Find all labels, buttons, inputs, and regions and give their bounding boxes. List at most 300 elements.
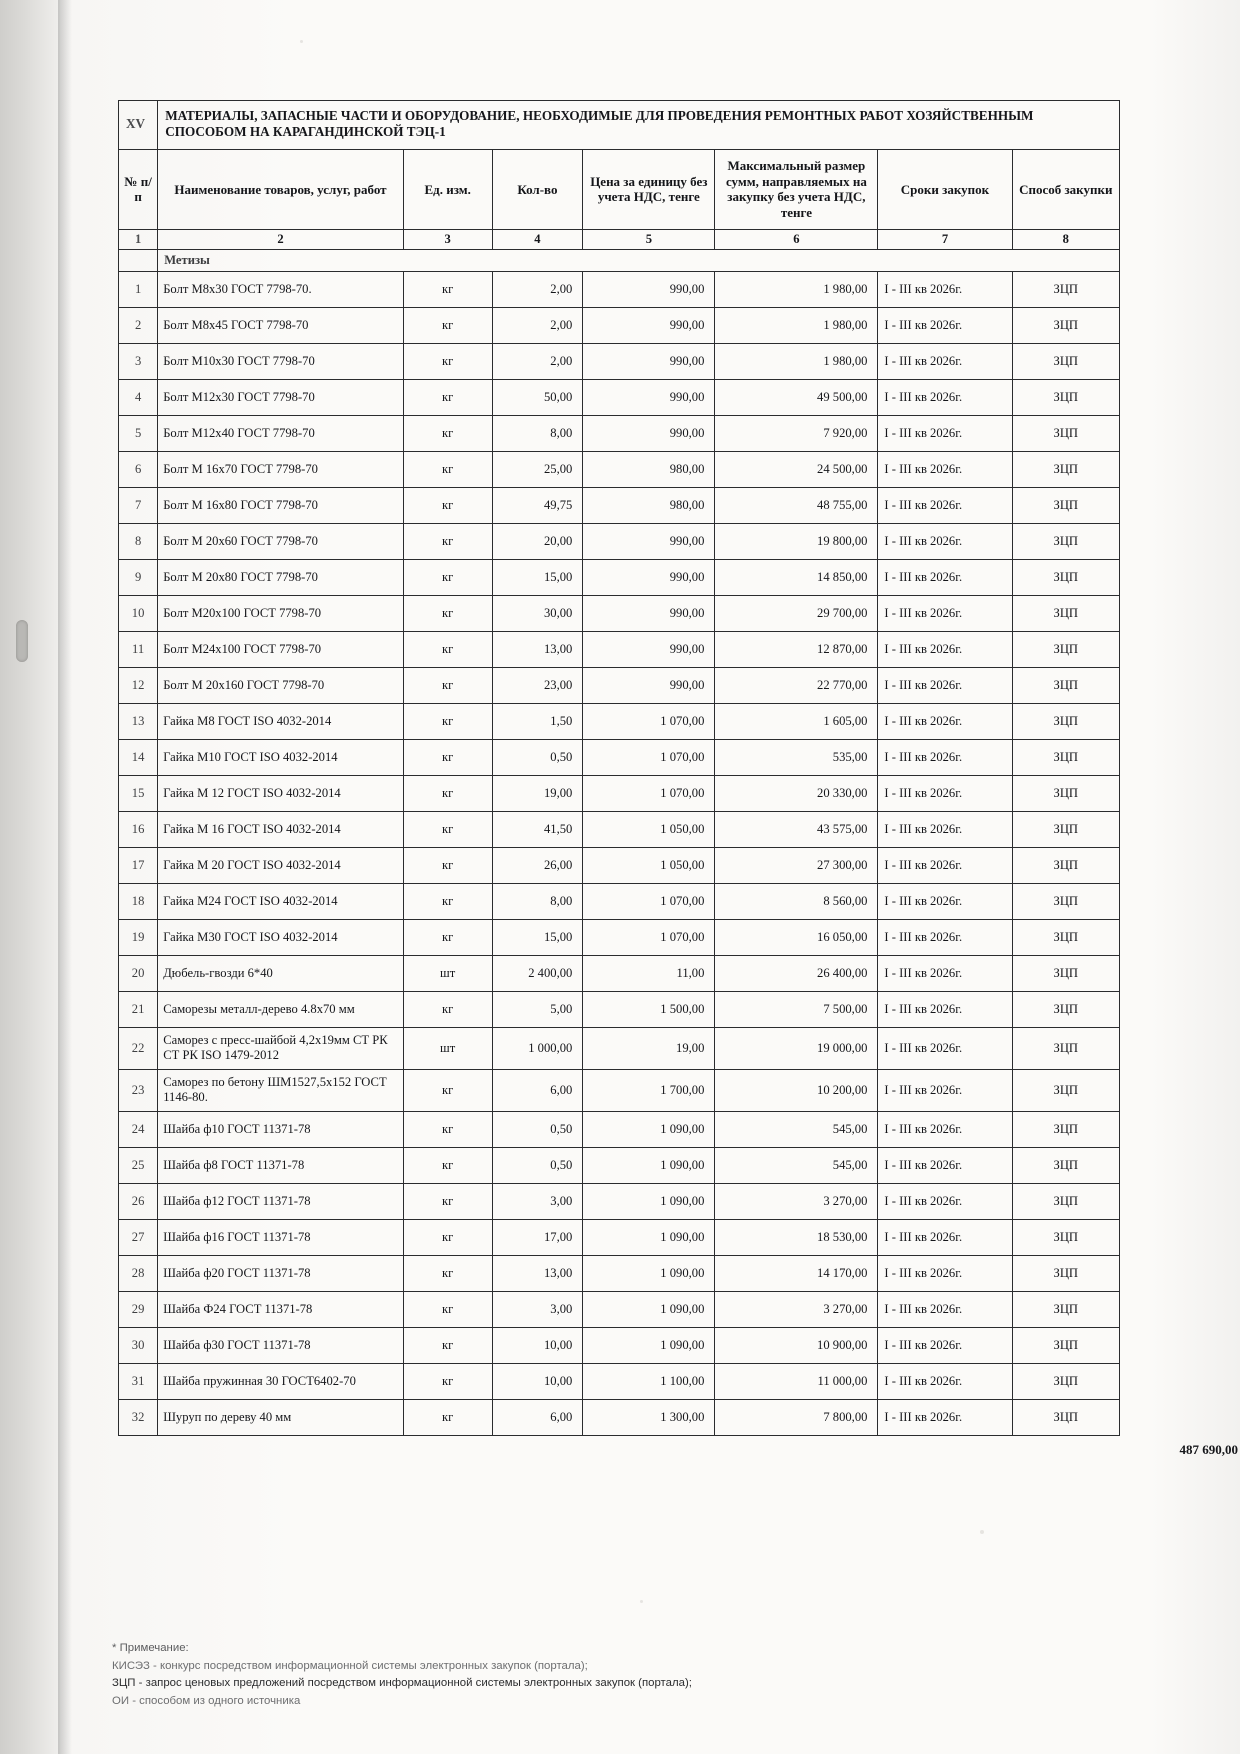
row-unit: кг	[403, 1111, 492, 1147]
row-unit: кг	[403, 559, 492, 595]
header-unit: Ед. изм.	[403, 150, 492, 229]
row-price: 1 090,00	[583, 1111, 715, 1147]
row-method: ЗЦП	[1012, 667, 1119, 703]
procurement-table-wrapper	[118, 100, 1238, 1457]
row-price: 980,00	[583, 487, 715, 523]
table-row	[119, 1327, 1120, 1363]
row-price: 1 500,00	[583, 991, 715, 1027]
row-qty: 20,00	[492, 523, 583, 559]
row-no: 8	[119, 523, 158, 559]
row-term: I - III кв 2026г.	[878, 559, 1012, 595]
row-price: 990,00	[583, 631, 715, 667]
row-qty: 23,00	[492, 667, 583, 703]
table-title-row	[119, 101, 1120, 150]
header-qty: Кол-во	[492, 150, 583, 229]
row-name: Болт М 20х160 ГОСТ 7798-70	[158, 667, 404, 703]
row-price: 1 090,00	[583, 1255, 715, 1291]
punch-hole	[16, 620, 28, 662]
row-sum: 545,00	[715, 1147, 878, 1183]
row-qty: 15,00	[492, 919, 583, 955]
row-method: ЗЦП	[1012, 1111, 1119, 1147]
section-label: Метизы	[158, 249, 1120, 271]
table-row	[119, 883, 1120, 919]
row-unit: кг	[403, 883, 492, 919]
row-price: 1 300,00	[583, 1399, 715, 1435]
row-name: Шуруп по дереву 40 мм	[158, 1399, 404, 1435]
row-name: Саморез с пресс-шайбой 4,2х19мм СТ РК СТ РК ISO 1479-2012	[158, 1027, 404, 1069]
row-sum: 10 900,00	[715, 1327, 878, 1363]
page-left-edge	[0, 0, 60, 1754]
row-name: Шайба ф12 ГОСТ 11371-78	[158, 1183, 404, 1219]
row-price: 1 070,00	[583, 703, 715, 739]
row-price: 1 090,00	[583, 1219, 715, 1255]
table-row	[119, 415, 1120, 451]
row-qty: 26,00	[492, 847, 583, 883]
row-method: ЗЦП	[1012, 1399, 1119, 1435]
row-unit: кг	[403, 595, 492, 631]
row-term: I - III кв 2026г.	[878, 523, 1012, 559]
row-name: Дюбель-гвозди 6*40	[158, 955, 404, 991]
footnote-line-3: ОИ - способом из одного источника	[112, 1695, 301, 1708]
row-no: 19	[119, 919, 158, 955]
footnote-heading: * Примечание:	[112, 1642, 189, 1654]
procurement-table	[118, 100, 1120, 1436]
colnum-3: 3	[403, 229, 492, 249]
row-sum: 12 870,00	[715, 631, 878, 667]
row-name: Болт М 20х80 ГОСТ 7798-70	[158, 559, 404, 595]
row-term: I - III кв 2026г.	[878, 883, 1012, 919]
row-price: 1 090,00	[583, 1147, 715, 1183]
row-price: 990,00	[583, 523, 715, 559]
row-sum: 545,00	[715, 1111, 878, 1147]
row-no: 22	[119, 1027, 158, 1069]
row-sum: 18 530,00	[715, 1219, 878, 1255]
row-term: I - III кв 2026г.	[878, 1363, 1012, 1399]
colnum-2: 2	[158, 229, 404, 249]
row-term: I - III кв 2026г.	[878, 379, 1012, 415]
row-qty: 10,00	[492, 1363, 583, 1399]
row-price: 1 070,00	[583, 739, 715, 775]
row-name: Шайба ф10 ГОСТ 11371-78	[158, 1111, 404, 1147]
colnum-8: 8	[1012, 229, 1119, 249]
row-term: I - III кв 2026г.	[878, 1069, 1012, 1111]
row-name: Болт М 16х80 ГОСТ 7798-70	[158, 487, 404, 523]
row-price: 1 090,00	[583, 1327, 715, 1363]
row-unit: кг	[403, 1147, 492, 1183]
row-name: Шайба ф16 ГОСТ 11371-78	[158, 1219, 404, 1255]
row-name: Болт М12х30 ГОСТ 7798-70	[158, 379, 404, 415]
row-term: I - III кв 2026г.	[878, 1399, 1012, 1435]
table-row	[119, 1183, 1120, 1219]
row-unit: кг	[403, 1399, 492, 1435]
row-price: 1 070,00	[583, 919, 715, 955]
row-term: I - III кв 2026г.	[878, 1111, 1012, 1147]
row-sum: 8 560,00	[715, 883, 878, 919]
row-qty: 1,50	[492, 703, 583, 739]
row-name: Саморезы металл-дерево 4.8х70 мм	[158, 991, 404, 1027]
row-unit: кг	[403, 307, 492, 343]
row-unit: шт	[403, 1027, 492, 1069]
row-qty: 13,00	[492, 631, 583, 667]
row-term: I - III кв 2026г.	[878, 919, 1012, 955]
row-unit: кг	[403, 379, 492, 415]
row-method: ЗЦП	[1012, 559, 1119, 595]
row-no: 16	[119, 811, 158, 847]
row-no: 10	[119, 595, 158, 631]
row-no: 20	[119, 955, 158, 991]
row-no: 2	[119, 307, 158, 343]
row-method: ЗЦП	[1012, 631, 1119, 667]
row-method: ЗЦП	[1012, 343, 1119, 379]
row-method: ЗЦП	[1012, 1183, 1119, 1219]
row-unit: шт	[403, 955, 492, 991]
row-term: I - III кв 2026г.	[878, 667, 1012, 703]
row-name: Болт М8х45 ГОСТ 7798-70	[158, 307, 404, 343]
table-row	[119, 595, 1120, 631]
row-unit: кг	[403, 847, 492, 883]
table-row	[119, 307, 1120, 343]
row-term: I - III кв 2026г.	[878, 811, 1012, 847]
page-binding-shadow	[58, 0, 72, 1754]
row-qty: 5,00	[492, 991, 583, 1027]
row-term: I - III кв 2026г.	[878, 631, 1012, 667]
row-sum: 19 000,00	[715, 1027, 878, 1069]
scan-speck	[640, 1600, 643, 1603]
row-qty: 2,00	[492, 307, 583, 343]
row-name: Болт М24х100 ГОСТ 7798-70	[158, 631, 404, 667]
table-row	[119, 1291, 1120, 1327]
row-no: 5	[119, 415, 158, 451]
row-sum: 19 800,00	[715, 523, 878, 559]
scan-speck	[300, 40, 303, 43]
row-unit: кг	[403, 739, 492, 775]
row-method: ЗЦП	[1012, 883, 1119, 919]
row-price: 1 050,00	[583, 811, 715, 847]
total-amount: 487 690,00	[1179, 1441, 1238, 1457]
row-name: Болт М10х30 ГОСТ 7798-70	[158, 343, 404, 379]
row-no: 15	[119, 775, 158, 811]
row-no: 17	[119, 847, 158, 883]
colnum-4: 4	[492, 229, 583, 249]
row-price: 990,00	[583, 415, 715, 451]
row-sum: 14 850,00	[715, 559, 878, 595]
row-sum: 1 605,00	[715, 703, 878, 739]
row-no: 21	[119, 991, 158, 1027]
row-unit: кг	[403, 919, 492, 955]
row-term: I - III кв 2026г.	[878, 1219, 1012, 1255]
row-no: 26	[119, 1183, 158, 1219]
table-header-row	[119, 150, 1120, 229]
row-qty: 49,75	[492, 487, 583, 523]
table-row	[119, 1111, 1120, 1147]
row-no: 31	[119, 1363, 158, 1399]
row-method: ЗЦП	[1012, 811, 1119, 847]
footnote-line-2: ЗЦП - запрос ценовых предложений посредством информационной системы электронных закупок (портала);	[112, 1677, 692, 1690]
row-method: ЗЦП	[1012, 271, 1119, 307]
row-no: 7	[119, 487, 158, 523]
row-unit: кг	[403, 811, 492, 847]
row-term: I - III кв 2026г.	[878, 1147, 1012, 1183]
row-no: 24	[119, 1111, 158, 1147]
table-row	[119, 1255, 1120, 1291]
row-no: 11	[119, 631, 158, 667]
row-term: I - III кв 2026г.	[878, 451, 1012, 487]
row-sum: 3 270,00	[715, 1291, 878, 1327]
row-price: 1 100,00	[583, 1363, 715, 1399]
row-qty: 3,00	[492, 1183, 583, 1219]
row-method: ЗЦП	[1012, 1147, 1119, 1183]
table-row	[119, 1069, 1120, 1111]
row-unit: кг	[403, 775, 492, 811]
row-price: 19,00	[583, 1027, 715, 1069]
row-sum: 22 770,00	[715, 667, 878, 703]
row-term: I - III кв 2026г.	[878, 775, 1012, 811]
row-method: ЗЦП	[1012, 415, 1119, 451]
table-body	[119, 271, 1120, 1435]
row-sum: 24 500,00	[715, 451, 878, 487]
row-method: ЗЦП	[1012, 919, 1119, 955]
row-sum: 1 980,00	[715, 343, 878, 379]
row-method: ЗЦП	[1012, 739, 1119, 775]
row-method: ЗЦП	[1012, 775, 1119, 811]
row-unit: кг	[403, 1291, 492, 1327]
footnote-line-1: КИСЭЗ - конкурс посредством информационной системы электронных закупок (портала);	[112, 1659, 588, 1672]
row-method: ЗЦП	[1012, 523, 1119, 559]
row-no: 25	[119, 1147, 158, 1183]
row-term: I - III кв 2026г.	[878, 271, 1012, 307]
row-name: Шайба Ф24 ГОСТ 11371-78	[158, 1291, 404, 1327]
table-row	[119, 811, 1120, 847]
row-price: 990,00	[583, 307, 715, 343]
row-method: ЗЦП	[1012, 1069, 1119, 1111]
row-term: I - III кв 2026г.	[878, 739, 1012, 775]
row-price: 1 050,00	[583, 847, 715, 883]
row-unit: кг	[403, 667, 492, 703]
row-sum: 26 400,00	[715, 955, 878, 991]
row-method: ЗЦП	[1012, 991, 1119, 1027]
row-method: ЗЦП	[1012, 703, 1119, 739]
table-row	[119, 631, 1120, 667]
row-qty: 0,50	[492, 1147, 583, 1183]
row-no: 1	[119, 271, 158, 307]
row-name: Шайба пружинная 30 ГОСТ6402-70	[158, 1363, 404, 1399]
row-no: 13	[119, 703, 158, 739]
row-name: Гайка М24 ГОСТ ISO 4032-2014	[158, 883, 404, 919]
table-row	[119, 1399, 1120, 1435]
table-row	[119, 1219, 1120, 1255]
row-no: 3	[119, 343, 158, 379]
row-price: 990,00	[583, 595, 715, 631]
row-price: 990,00	[583, 271, 715, 307]
title-number: XV	[119, 101, 158, 150]
header-terms: Сроки закупок	[878, 150, 1012, 229]
row-no: 4	[119, 379, 158, 415]
row-term: I - III кв 2026г.	[878, 991, 1012, 1027]
row-price: 990,00	[583, 667, 715, 703]
row-sum: 7 920,00	[715, 415, 878, 451]
header-method: Способ закупки	[1012, 150, 1119, 229]
row-unit: кг	[403, 1327, 492, 1363]
row-sum: 10 200,00	[715, 1069, 878, 1111]
colnum-7: 7	[878, 229, 1012, 249]
table-row	[119, 739, 1120, 775]
row-sum: 535,00	[715, 739, 878, 775]
row-unit: кг	[403, 1363, 492, 1399]
row-term: I - III кв 2026г.	[878, 415, 1012, 451]
row-qty: 3,00	[492, 1291, 583, 1327]
row-unit: кг	[403, 1069, 492, 1111]
row-no: 23	[119, 1069, 158, 1111]
row-no: 12	[119, 667, 158, 703]
row-qty: 10,00	[492, 1327, 583, 1363]
row-term: I - III кв 2026г.	[878, 1027, 1012, 1069]
row-sum: 48 755,00	[715, 487, 878, 523]
row-qty: 15,00	[492, 559, 583, 595]
table-row	[119, 1147, 1120, 1183]
header-max-sum: Максимальный размер сумм, направляемых на закупку без учета НДС, тенге	[715, 150, 878, 229]
row-sum: 1 980,00	[715, 271, 878, 307]
table-row	[119, 559, 1120, 595]
row-no: 29	[119, 1291, 158, 1327]
row-qty: 30,00	[492, 595, 583, 631]
scan-speck	[980, 1530, 984, 1534]
row-method: ЗЦП	[1012, 487, 1119, 523]
row-name: Гайка М 16 ГОСТ ISO 4032-2014	[158, 811, 404, 847]
row-unit: кг	[403, 415, 492, 451]
row-sum: 16 050,00	[715, 919, 878, 955]
row-name: Шайба ф30 ГОСТ 11371-78	[158, 1327, 404, 1363]
table-row	[119, 667, 1120, 703]
row-qty: 19,00	[492, 775, 583, 811]
row-name: Болт М 16х70 ГОСТ 7798-70	[158, 451, 404, 487]
row-qty: 17,00	[492, 1219, 583, 1255]
row-unit: кг	[403, 523, 492, 559]
colnum-1: 1	[119, 229, 158, 249]
document-title: МАТЕРИАЛЫ, ЗАПАСНЫЕ ЧАСТИ И ОБОРУДОВАНИЕ, НЕОБХОДИМЫЕ ДЛЯ ПРОВЕДЕНИЯ РЕМОНТНЫХ РАБОТ ХОЗЯЙСТВЕННЫМ СПОСОБОМ НА КАРАГАНДИНСКОЙ ТЭЦ-1	[158, 101, 1120, 150]
table-row	[119, 775, 1120, 811]
row-price: 1 070,00	[583, 883, 715, 919]
row-name: Гайка М10 ГОСТ ISO 4032-2014	[158, 739, 404, 775]
row-price: 1 070,00	[583, 775, 715, 811]
row-price: 1 090,00	[583, 1183, 715, 1219]
row-name: Шайба ф8 ГОСТ 11371-78	[158, 1147, 404, 1183]
row-name: Болт М8х30 ГОСТ 7798-70.	[158, 271, 404, 307]
row-unit: кг	[403, 631, 492, 667]
footnotes	[112, 1640, 1012, 1711]
row-qty: 2,00	[492, 271, 583, 307]
header-no: № п/п	[119, 150, 158, 229]
row-qty: 2,00	[492, 343, 583, 379]
section-row	[119, 249, 1120, 271]
row-name: Гайка М30 ГОСТ ISO 4032-2014	[158, 919, 404, 955]
row-no: 32	[119, 1399, 158, 1435]
row-term: I - III кв 2026г.	[878, 343, 1012, 379]
table-row	[119, 343, 1120, 379]
row-price: 1 700,00	[583, 1069, 715, 1111]
row-price: 1 090,00	[583, 1291, 715, 1327]
row-price: 980,00	[583, 451, 715, 487]
row-method: ЗЦП	[1012, 1219, 1119, 1255]
row-name: Саморез по бетону ШМ1527,5х152 ГОСТ 1146-80.	[158, 1069, 404, 1111]
table-row	[119, 487, 1120, 523]
row-price: 990,00	[583, 379, 715, 415]
table-row	[119, 379, 1120, 415]
row-method: ЗЦП	[1012, 1291, 1119, 1327]
row-qty: 41,50	[492, 811, 583, 847]
row-sum: 49 500,00	[715, 379, 878, 415]
row-no: 27	[119, 1219, 158, 1255]
table-row	[119, 919, 1120, 955]
row-term: I - III кв 2026г.	[878, 307, 1012, 343]
row-qty: 25,00	[492, 451, 583, 487]
row-price: 11,00	[583, 955, 715, 991]
row-qty: 0,50	[492, 739, 583, 775]
column-number-row	[119, 229, 1120, 249]
row-qty: 2 400,00	[492, 955, 583, 991]
row-unit: кг	[403, 1219, 492, 1255]
row-method: ЗЦП	[1012, 1327, 1119, 1363]
row-name: Гайка М 12 ГОСТ ISO 4032-2014	[158, 775, 404, 811]
row-price: 990,00	[583, 343, 715, 379]
row-name: Болт М 20х60 ГОСТ 7798-70	[158, 523, 404, 559]
row-qty: 0,50	[492, 1111, 583, 1147]
row-unit: кг	[403, 1183, 492, 1219]
row-no: 14	[119, 739, 158, 775]
table-row	[119, 955, 1120, 991]
row-term: I - III кв 2026г.	[878, 595, 1012, 631]
row-no: 6	[119, 451, 158, 487]
row-sum: 7 500,00	[715, 991, 878, 1027]
row-unit: кг	[403, 451, 492, 487]
header-name: Наименование товаров, услуг, работ	[158, 150, 404, 229]
row-sum: 1 980,00	[715, 307, 878, 343]
row-unit: кг	[403, 703, 492, 739]
table-row	[119, 271, 1120, 307]
row-term: I - III кв 2026г.	[878, 847, 1012, 883]
row-method: ЗЦП	[1012, 955, 1119, 991]
row-qty: 8,00	[492, 415, 583, 451]
row-no: 30	[119, 1327, 158, 1363]
table-row	[119, 703, 1120, 739]
row-term: I - III кв 2026г.	[878, 487, 1012, 523]
row-qty: 13,00	[492, 1255, 583, 1291]
row-method: ЗЦП	[1012, 307, 1119, 343]
row-name: Болт М12х40 ГОСТ 7798-70	[158, 415, 404, 451]
row-method: ЗЦП	[1012, 1363, 1119, 1399]
row-name: Шайба ф20 ГОСТ 11371-78	[158, 1255, 404, 1291]
row-method: ЗЦП	[1012, 1255, 1119, 1291]
row-method: ЗЦП	[1012, 1027, 1119, 1069]
row-sum: 29 700,00	[715, 595, 878, 631]
row-method: ЗЦП	[1012, 595, 1119, 631]
table-row	[119, 991, 1120, 1027]
row-qty: 50,00	[492, 379, 583, 415]
table-row	[119, 847, 1120, 883]
table-row	[119, 451, 1120, 487]
table-row	[119, 523, 1120, 559]
row-term: I - III кв 2026г.	[878, 1183, 1012, 1219]
row-term: I - III кв 2026г.	[878, 703, 1012, 739]
row-no: 9	[119, 559, 158, 595]
row-sum: 14 170,00	[715, 1255, 878, 1291]
section-no	[119, 249, 158, 271]
row-unit: кг	[403, 991, 492, 1027]
colnum-5: 5	[583, 229, 715, 249]
row-qty: 8,00	[492, 883, 583, 919]
row-method: ЗЦП	[1012, 379, 1119, 415]
row-sum: 27 300,00	[715, 847, 878, 883]
row-term: I - III кв 2026г.	[878, 1255, 1012, 1291]
